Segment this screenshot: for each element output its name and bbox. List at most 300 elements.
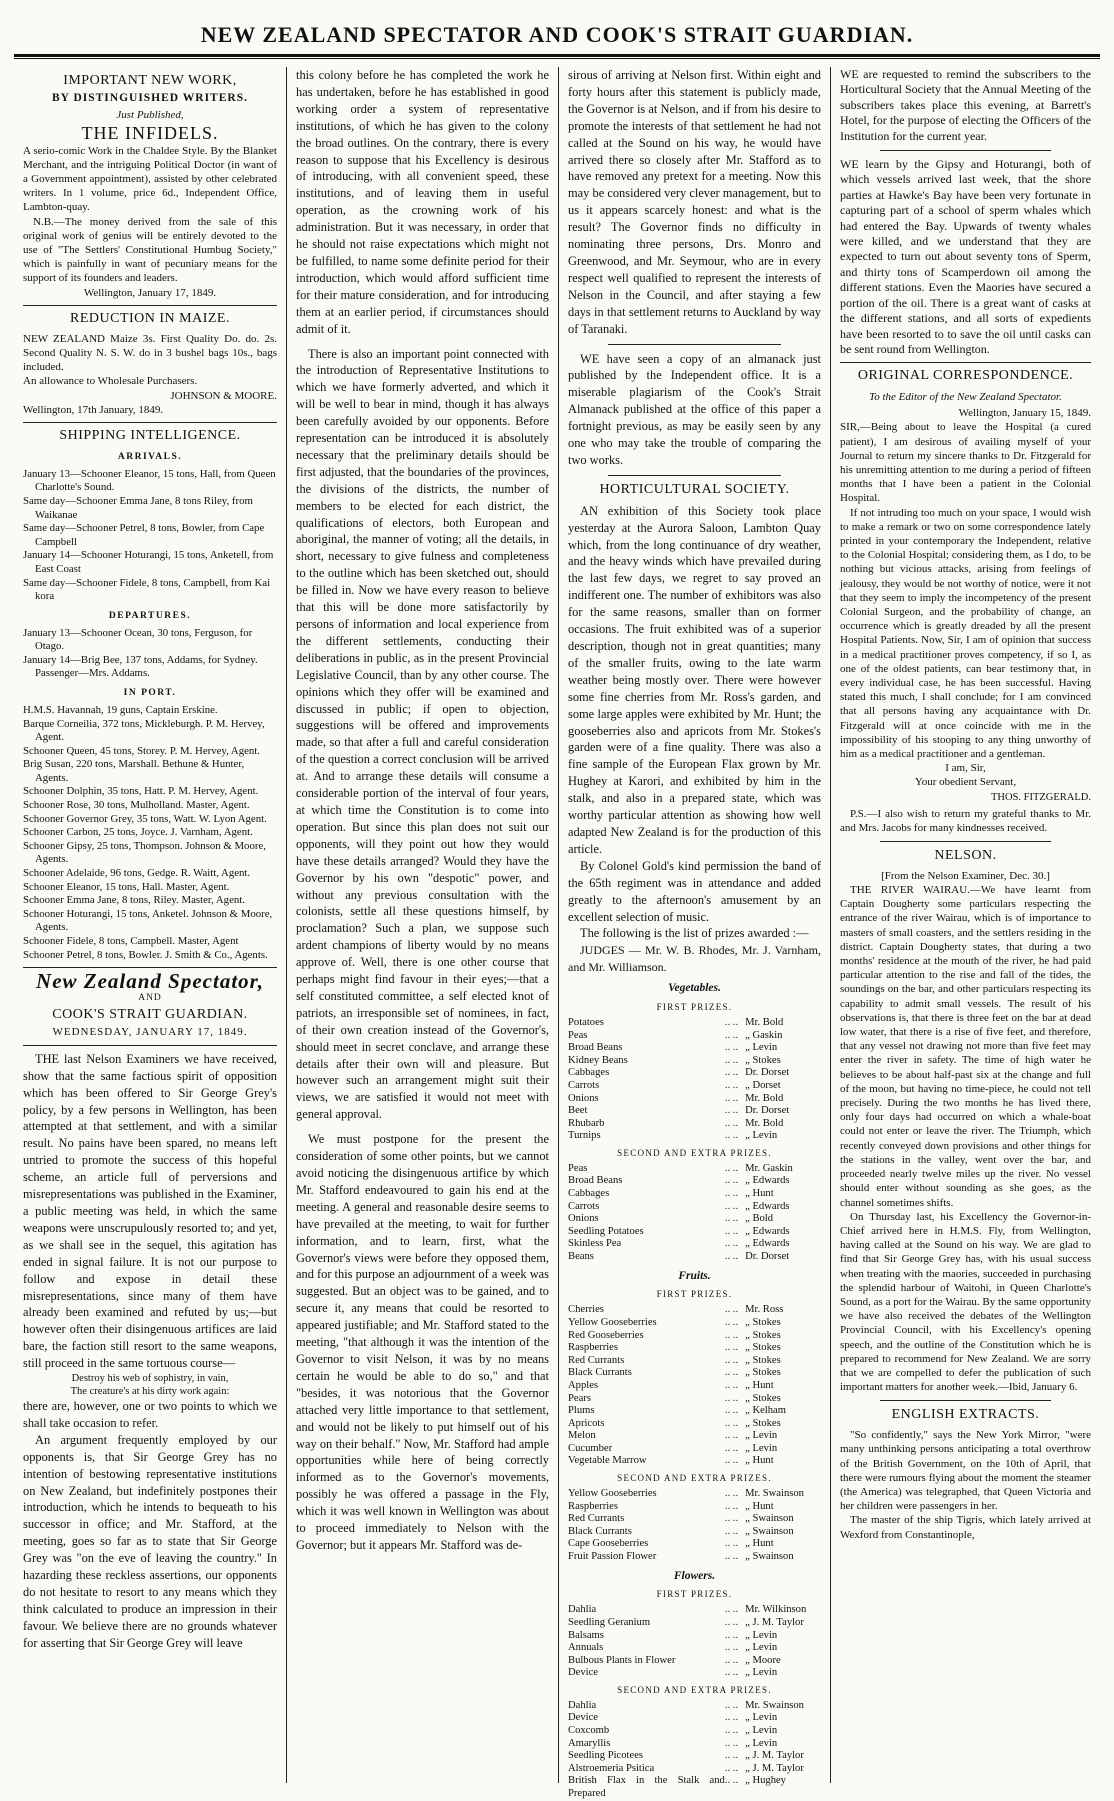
prize-winner: „ Levin — [745, 1667, 778, 1679]
leader-dots: .. .. — [724, 1392, 739, 1404]
correspondence-heading: ORIGINAL CORRESPONDENCE. — [857, 368, 1074, 384]
departures-label: DEPARTURES. — [108, 610, 192, 621]
leader-dots: .. .. — [724, 1442, 739, 1454]
horticultural-heading: HORTICULTURAL SOCIETY. — [599, 481, 790, 497]
first-prizes-label: FIRST PRIZES. — [656, 1289, 733, 1300]
prize-row — [568, 1017, 821, 1030]
prize-item: Onions — [568, 1092, 599, 1104]
prize-row — [568, 1380, 821, 1393]
prize-item: Apricots — [568, 1417, 605, 1429]
leader-dots: .. .. — [724, 1487, 739, 1499]
correspondence-signature: THOS. FITZGERALD. — [990, 791, 1091, 803]
divider — [608, 344, 781, 345]
prize-row — [568, 1642, 821, 1655]
nameplate-and: AND — [138, 993, 162, 1004]
list-item: Schooner Eleanor, 15 tons, Hall. Master, Agent. — [23, 880, 230, 893]
prize-row — [568, 1213, 821, 1226]
leader-dots: .. .. — [724, 1500, 739, 1512]
prize-item: Device — [568, 1712, 598, 1724]
prize-row — [568, 1501, 821, 1514]
leader-dots: .. .. — [724, 1775, 739, 1787]
list-item: Schooner Carbon, 25 tons, Joyce. J. Varnham, Agent. — [23, 826, 253, 839]
prize-item: Potatoes — [568, 1016, 604, 1028]
prize-winner: „ Levin — [745, 1725, 778, 1736]
prize-row — [568, 1763, 821, 1776]
correspondence-dateline: Wellington, January 15, 1849. — [958, 407, 1091, 420]
prize-row — [568, 1067, 821, 1080]
prize-row — [568, 1030, 821, 1043]
prize-winner: „ Stokes — [745, 1367, 781, 1379]
notice-paragraph: WE are requested to remind the subscribers to the Horticultural Society that the Annual Meeting of the subscribers takes place this evening, at Barrett's Hotel, for the purpose of electing the Officers of the Institution for the current year. — [840, 67, 1091, 143]
shipping-heading: SHIPPING INTELLIGENCE. — [59, 427, 241, 443]
prize-winner: „ Levin — [745, 1629, 778, 1641]
prize-winner: „ Stokes — [745, 1329, 781, 1341]
prize-item: Cabbages — [568, 1067, 610, 1079]
prize-item: Melon — [568, 1430, 596, 1442]
prize-winner: „ Edwards — [745, 1225, 790, 1237]
prize-winner: „ Stokes — [745, 1392, 781, 1404]
prize-winner: „ Stokes — [745, 1054, 781, 1066]
nelson-paragraph: THE RIVER WAIRAU.—We have learnt from Captain Dougherty some particulars respecting the entrance of the river Wairau, which is of importance to masters of small coasters, and the settlers residing in the district. Captain Dougherty states, that during a two months' residence at the mouth of the river, he had paid particular attention to the rise and fall of the tides, the soundings on the bar, and other particulars respecting its capability to admit small vessels. The result of his observations is, that there is three feet on the bar at dead low water, that there is a rise of five feet, and therefore, that any vessel not drawing not more than five feet may enter the river in safety. The time of high water he believes to be about half-past six at the change and full of the moon, but having no time-piece, he could not tell precisely. During the two months he has lived there, only four days had occurred on which a whale-boat could not enter or leave the river. The Triumph, which recently conveyed down provisions and other things for the stations in the valley, went over the bar, and proceeded nearly twelve miles up the river. No vessel should enter without sounding as she goes, as the channel sometimes shifts. — [840, 884, 1091, 1209]
leader-dots: .. .. — [724, 1354, 739, 1366]
ad-maize-body: NEW ZEALAND Maize 3s. First Quality Do. do. 2s. Second Quality N. S. W. do in 3 bushel bags 10s., bags included. — [23, 332, 277, 374]
prize-row — [568, 1093, 821, 1106]
second-prizes-label: SECOND AND EXTRA PRIZES. — [617, 1147, 772, 1158]
prize-winner: „ Levin — [745, 1430, 778, 1442]
leader-dots: .. .. — [724, 1604, 739, 1616]
prize-winner: „ Levin — [745, 1642, 778, 1654]
divider — [880, 1400, 1051, 1401]
prize-winner: „ J. M. Taylor — [745, 1750, 804, 1762]
arrivals-label: ARRIVALS. — [117, 451, 183, 462]
column-1 — [14, 67, 286, 1783]
leader-dots: .. .. — [724, 1699, 739, 1711]
leader-dots: .. .. — [724, 1213, 739, 1225]
prize-item: Raspberries — [568, 1500, 619, 1512]
editorial-paragraph: there are, however, one or two points to which we shall take occasion to refer. — [23, 1399, 277, 1430]
leader-dots: .. .. — [724, 1054, 739, 1066]
leader-dots: .. .. — [724, 1737, 739, 1749]
list-item: Same day—Schooner Fidele, 8 tons, Campbell, from Kai kora — [23, 576, 271, 603]
list-item: January 14—Brig Bee, 137 tons, Addams, for Sydney. Passenger—Mrs. Addams. — [23, 653, 258, 680]
prize-item: Fruit Passion Flower — [568, 1550, 657, 1562]
prize-winner: Mr. Swainson — [745, 1699, 804, 1711]
divider — [23, 1045, 277, 1046]
horticultural-paragraph: AN exhibition of this Society took place yesterday at the Aurora Saloon, Lambton Quay which, from the long continuance of dry weather, and the heavy winds which have prevailed during the last few days, we regret to say proved an indifferent one. The number of exhibitors was also for the same reasons, smaller than on former occasions. The fruit exhibited was of a superior description, though not in great quantities; many of the smaller fruits, owing to the late warm weather being mostly over. There were however some fine cherries from Mr. Ross's garden, and some large apples were exhibited by Mr. Hunt; the gooseberries also and apricots from Mr. Stokes's garden were of a fine quality. There was also a fine sample of the European Flax grown by Mr. Hughey at Karori, and exhibited by him in the stalk, and also in a prepared state, which was worthy particular attention as showing how well adapted New Zealand is for the production of this article. — [568, 503, 821, 856]
ad-infidels-date: Wellington, January 17, 1849. — [83, 286, 217, 299]
editorial-paragraph: An argument frequently employed by our opponents is, that Sir George Grey has no intention of bestowing representative institutions on New Zealand, but indefinitely postpones their introduction, which he intends to bequeath to his successor in office; and Mr. Stafford, at the meeting, goes so far as to state that Sir George Grey was "on the eve of leaving the country." In hazarding these reckless assertions, our opponents do not hesitate to resort to any means which they think calculated to produce an impression in their favour. We believe there are no grounds whatever for asserting that Sir George Grey will leave — [23, 1432, 277, 1650]
prize-item: Pears — [568, 1392, 591, 1404]
leader-dots: .. .. — [724, 1513, 739, 1525]
prize-item: Cucumber — [568, 1442, 613, 1454]
leader-dots: .. .. — [724, 1016, 739, 1028]
nameplate-guardian: COOK'S STRAIT GUARDIAN. — [52, 1007, 248, 1023]
prize-row — [568, 1700, 821, 1713]
leader-dots: .. .. — [724, 1405, 739, 1417]
list-item: January 13—Schooner Ocean, 30 tons, Ferguson, for Otago. — [23, 626, 253, 653]
prize-row — [568, 1118, 821, 1131]
leader-dots: .. .. — [724, 1238, 739, 1250]
list-item: Same day—Schooner Petrel, 8 tons, Bowler, from Cape Campbell — [23, 522, 265, 548]
prize-winner: „ Hunt — [745, 1187, 774, 1199]
prize-winner: Mr. Ross — [745, 1304, 784, 1316]
divider — [23, 967, 277, 968]
prize-item: Onions — [568, 1213, 599, 1225]
prize-winner: Mr. Bold — [745, 1092, 784, 1104]
list-item: Schooner Fidele, 8 tons, Campbell. Master, Agent — [23, 935, 239, 948]
list-item: Schooner Hoturangi, 15 tons, Anketel. Johnson & Moore, Agents. — [23, 907, 273, 934]
prize-winner: „ Levin — [745, 1442, 778, 1454]
prize-winner: „ Hunt — [745, 1379, 774, 1391]
prize-row — [568, 1725, 821, 1738]
second-prizes-label: SECOND AND EXTRA PRIZES. — [617, 1473, 772, 1484]
ad-maize-signature: JOHNSON & MOORE. — [170, 389, 277, 402]
prize-row — [568, 1667, 821, 1680]
prize-winner: „ Gaskin — [745, 1029, 783, 1041]
correspondence-address: To the Editor of the New Zealand Spectator. — [869, 391, 1062, 404]
leader-dots: .. .. — [724, 1162, 739, 1174]
prize-winner: Mr. Swainson — [745, 1487, 804, 1499]
prize-winner: „ Levin — [745, 1737, 778, 1749]
leader-dots: .. .. — [724, 1629, 739, 1641]
prize-item: Black Currants — [568, 1525, 632, 1537]
prize-item: Device — [568, 1667, 598, 1679]
prize-item: Dahlia — [568, 1604, 597, 1616]
leader-dots: .. .. — [724, 1067, 739, 1079]
prize-winner: „ Edwards — [745, 1175, 790, 1187]
leader-dots: .. .. — [724, 1654, 739, 1666]
prize-winner: „ Levin — [745, 1042, 778, 1054]
nelson-paragraph: On Thursday last, his Excellency the Governor-in-Chief arrived here in H.M.S. Fly, from Wellington, having called at the Sound on his way. We are glad to find that Sir George Grey has, with his usual success when treating with the maories, succeeded in purchasing the splendid harbour of Waitohi, in Queen Charlotte's Sound, as a port for the Wairau. By the same opportunity we have also received the debates of the Wellington Provincial Council, with his Excellency's opening speech, and the outline of the Constitution which he is prepared to recommend for New Zealand. We are sorry that we are compelled to defer the publication of such important matters for another week.—Ibid, January 6. — [840, 1210, 1091, 1394]
prize-row — [568, 1175, 821, 1188]
prize-winner: Dr. Dorset — [745, 1105, 790, 1117]
prize-item: Balsams — [568, 1629, 604, 1641]
prize-winner: „ J. M. Taylor — [745, 1762, 804, 1774]
prize-row — [568, 1538, 821, 1551]
list-item: Same day—Schooner Emma Jane, 8 tons Riley, from Waikanae — [23, 494, 253, 521]
prize-item: Carrots — [568, 1079, 600, 1091]
leader-dots: .. .. — [724, 1079, 739, 1091]
prize-row — [568, 1055, 821, 1068]
prize-winner: Mr. Wilkinson — [745, 1604, 807, 1616]
prize-item: Red Currants — [568, 1513, 625, 1525]
prize-table — [568, 1488, 821, 1564]
nelson-heading: NELSON. — [934, 847, 997, 863]
prize-row — [568, 1251, 821, 1264]
prize-item: Coxcomb — [568, 1725, 610, 1736]
prize-row — [568, 1080, 821, 1093]
masthead: NEW ZEALAND SPECTATOR AND COOK'S STRAIT GUARDIAN. — [200, 22, 914, 47]
leader-dots: .. .. — [724, 1525, 739, 1537]
leader-dots: .. .. — [724, 1342, 739, 1354]
prize-item: Kidney Beans — [568, 1054, 628, 1066]
verse-line: Destroy his web of sophistry, in vain, — [71, 1373, 229, 1385]
prize-winner: „ Swainson — [745, 1550, 794, 1562]
prize-table — [568, 1017, 821, 1143]
list-item: Brig Susan, 220 tons, Marshall. Bethune & Hunter, Agents. — [23, 758, 245, 784]
prize-row — [568, 1526, 821, 1539]
divider — [608, 475, 781, 476]
prize-row — [568, 1226, 821, 1239]
correspondence-paragraph: If not intruding too much on your space, I would wish to make a remark or two on some correspondence lately printed in your contemporary the Independent, relative to the Colonial Hospital; considering them, as I do, to be nothing but vicious attacks, arising from feelings of jealousy, they would be not worthy of notice, were it not that they seem to imply the incompetency of the present Colonial Surgeon, and the probability of change, an occurrence which is greatly dreaded by all the present Hospital Patients. Now, Sir, I am of opinion that success in a medical practitioner proves competency, if so I, as one of the oldest patients, can bear testimony that, in every individual case, he has been successful. Having stated this much, I shall conclude; for I am convinced that all persons having any acquaintance with Dr. Fitzgerald will at once coincide with me in the impossibility of his stooping to any thing unworthy of him as a medical practitioner and a gentleman. — [840, 506, 1091, 760]
prize-row — [568, 1355, 821, 1368]
prize-row — [568, 1367, 821, 1380]
prize-row — [568, 1188, 821, 1201]
flowers-label: Flowers. — [673, 1569, 716, 1582]
correspondence-close: I am, Sir, — [945, 762, 986, 775]
prize-winner: „ J. M. Taylor — [745, 1616, 804, 1628]
prize-row — [568, 1163, 821, 1176]
prize-item: Yellow Gooseberries — [568, 1487, 657, 1499]
prize-winner: „ Hunt — [745, 1538, 774, 1550]
prize-winner: „ Kelham — [745, 1405, 786, 1417]
prize-winner: Dr. Dorset — [745, 1250, 790, 1262]
list-item: January 13—Schooner Eleanor, 15 tons, Hall, from Queen Charlotte's Sound. — [23, 467, 276, 494]
prize-item: Cape Gooseberries — [568, 1538, 649, 1550]
prize-item: Red Gooseberries — [568, 1329, 644, 1341]
prize-winner: Mr. Gaskin — [745, 1162, 793, 1174]
leader-dots: .. .. — [724, 1762, 739, 1774]
prize-winner: „ Stokes — [745, 1342, 781, 1354]
prize-winner: „ Moore — [745, 1654, 781, 1666]
prize-row — [568, 1130, 821, 1143]
prize-winner: „ Swainson — [745, 1525, 794, 1537]
fruits-label: Fruits. — [678, 1269, 711, 1282]
prize-table — [568, 1304, 821, 1468]
list-item: Schooner Petrel, 8 tons, Bowler. J. Smith & Co., Agents. — [23, 948, 268, 961]
editorial-paragraph: There is also an important point connected with the introduction of Representative Institutions to which we have formerly adverted, and which it will be well to bear in mind, though it has always been carefully avoided by our opponents. Before representation can be introduced it is absolutely necessary that the preliminary details should be first adjusted, that the boundaries of the provinces, the divisions of the districts, the number of members to be elected for each district, the qualifications of electors, both European and aboriginal, the manner of voting; all the details, in short, necessary to give fulness and completeness to the outline which has been sketched out, should be filled in. Now we have every reason to believe that this will be done more satisfactorily by persons of information and local experience from the different settlements, conducting their deliberations in public, as in the present Provincial Legislative Council, than by any other course. The opinions which they offer will be examined and discussed in public; if open to objection, suggestions will be offered and improvements made, so that after a full and careful consideration of the question a correct conclusion will be arrived at. And to arrange these details will consume a considerable portion of the interval of four years, at which time the Constitution is to come into operation. But since this plan does not suit our opponents, will they point out how they would have these details arranged? Would they have the Governor by his own "despotic" power, and without any previous consultation with the colonists, settle all these questions himself, by proclamation? Such a plan, we suppose such ardent champions of liberty would by no means approve of. Well, there is one other course that perhaps might find favour in their eyes;—that a self constituted committee, a self elected knot of patriots, an irresponsible set of nominees, in fact, of their own creation instead of the Governor's, should meet in secret conclave, and arrange these details after their own will and pleasure. But however such an arrangement might suit their views, we are satisfied it would not meet with general approval. — [296, 346, 549, 1122]
prize-item: Vegetable Marrow — [568, 1455, 647, 1467]
correspondence-postscript: P.S.—I also wish to return my grateful thanks to Mr. and Mrs. Jacobs for many kindnesses received. — [840, 807, 1091, 834]
prize-item: Skinless Pea — [568, 1238, 622, 1250]
leader-dots: .. .. — [724, 1712, 739, 1724]
judges-line: JUDGES — Mr. W. B. Rhodes, Mr. J. Varnham, and Mr. Williamson. — [568, 943, 821, 975]
columns — [14, 67, 1100, 1799]
prize-winner: „ Dorset — [745, 1079, 781, 1091]
prize-winner: Mr. Bold — [745, 1117, 784, 1129]
prize-row — [568, 1738, 821, 1751]
list-item: Barque Corneilia, 372 tons, Mickleburgh. P. M. Hervey, Agent. — [23, 717, 265, 744]
prize-winner: „ Hunt — [745, 1455, 774, 1467]
arrivals-list — [23, 468, 277, 604]
prize-item: Bulbous Plants in Flower — [568, 1654, 676, 1666]
leader-dots: .. .. — [724, 1029, 739, 1041]
leader-dots: .. .. — [724, 1616, 739, 1628]
prize-row — [568, 1105, 821, 1118]
prize-row — [568, 1418, 821, 1431]
ad-infidels-byline: BY DISTINGUISHED WRITERS. — [52, 91, 248, 104]
extracts-heading: ENGLISH EXTRACTS. — [891, 1407, 1040, 1423]
leader-dots: .. .. — [724, 1538, 739, 1550]
leader-dots: .. .. — [724, 1725, 739, 1736]
prize-item: Cabbages — [568, 1187, 610, 1199]
prize-row — [568, 1238, 821, 1251]
leader-dots: .. .. — [724, 1750, 739, 1762]
prize-item: Raspberries — [568, 1342, 619, 1354]
prize-item: Peas — [568, 1162, 588, 1174]
editorial-paragraph: this colony before he has completed the work he has undertaken, before he has established in good working order a system of representative institutions, of which he has given to the colony the broad outlines. On the contrary, there is every reason to suppose that his Excellency is desirous of introducing, with all convenient speed, these institutions, and of leaving them in useful operation, as the crowning work of his administration. But it was necessary, in order that he should not raise expectations which might not be fulfilled, to name some definite period for their introduction, which would afford sufficient time for their mature consideration, and for introducing them at an earlier period, if circumstances should admit of it. — [296, 68, 549, 336]
departures-list — [23, 627, 277, 681]
prize-winner: „ Edwards — [745, 1200, 790, 1212]
prize-winner: „ Stokes — [745, 1316, 781, 1328]
prize-table — [568, 1163, 821, 1264]
correspondence-paragraph: SIR,—Being about to leave the Hospital (a cured patient), I am desirous of availing myself of your Journal to return my sincere thanks to Dr. Fitzgerald for his unremitting attention to me during a period of fifteen months that I have been a patient in the Colonial Hospital. — [840, 421, 1091, 505]
prize-row — [568, 1750, 821, 1763]
prize-item: Turnips — [568, 1130, 601, 1142]
ad-maize-allowance: An allowance to Wholesale Purchasers. — [23, 375, 198, 388]
leader-dots: .. .. — [724, 1225, 739, 1237]
nelson-source: [From the Nelson Examiner, Dec. 30.] — [881, 869, 1050, 882]
prize-winner: „ Hughey — [745, 1775, 786, 1787]
leader-dots: .. .. — [724, 1200, 739, 1212]
prize-item: Beet — [568, 1105, 588, 1117]
editorial-paragraph: THE last Nelson Examiners we have received, show that the same factious spirit of opposition which has been offered to Sir George Grey's policy, by a few persons in Wellington, has been attempted at that settlement, and with a similar result. No pains have been spared, no means left untried to promote the success of this hopeful scheme, an article full of perversions and misrepresentations was published in the Examiner, a public meeting was held, in which the same weapons were unscrupulously resorted to; and yet, as we shall see in the sequel, this agitation has ended in signal failure. It is not our purpose to follow and expose in detail these misrepresentations, since many of them have already been examined and refuted by us;—but however often their disingenuous artifices are laid bare, the faction still resort to the same weapons, still proceed in the same tortuous course— — [23, 1051, 277, 1371]
second-prizes-label: SECOND AND EXTRA PRIZES. — [617, 1684, 772, 1695]
prize-winner: „ Edwards — [745, 1238, 790, 1250]
prize-item: Annuals — [568, 1642, 604, 1654]
horticultural-paragraph: By Colonel Gold's kind permission the band of the 65th regiment was in attendance and added greatly to the afternoon's amusement by an excellent selection of music. — [568, 858, 821, 924]
prize-row — [568, 1617, 821, 1630]
leader-dots: .. .. — [724, 1105, 739, 1117]
list-item: January 14—Schooner Hoturangi, 15 tons, Anketell, from East Coast — [23, 549, 274, 575]
leader-dots: .. .. — [724, 1367, 739, 1379]
column-4 — [830, 67, 1100, 1783]
prize-row — [568, 1330, 821, 1343]
prize-row — [568, 1304, 821, 1317]
prize-item: Carrots — [568, 1200, 600, 1212]
leader-dots: .. .. — [724, 1117, 739, 1129]
prize-table — [568, 1700, 821, 1801]
leader-dots: .. .. — [724, 1667, 739, 1679]
leader-dots: .. .. — [724, 1304, 739, 1316]
ad-maize-heading: REDUCTION IN MAIZE. — [70, 310, 230, 326]
divider — [840, 362, 1091, 363]
nameplate-title: New Zealand Spectator, — [36, 969, 264, 994]
first-prizes-label: FIRST PRIZES. — [656, 1002, 733, 1013]
prize-winner: „ Hunt — [745, 1500, 774, 1512]
ad-infidels-heading: IMPORTANT NEW WORK, — [63, 73, 237, 88]
ad-infidels-body: A serio-comic Work in the Chaldee Style. By the Blanket Merchant, and the intriguing Political Doctor (in want of a Government appointment), assisted by other celebrated writers. In 1 volume, price 6d., Independent Office, Lambton-quay. — [23, 144, 277, 214]
leader-dots: .. .. — [724, 1187, 739, 1199]
prize-item: Seedling Picotees — [568, 1750, 644, 1762]
correspondence-close: Your obedient Servant, — [914, 776, 1017, 789]
leader-dots: .. .. — [724, 1316, 739, 1328]
in-port-label: IN PORT. — [123, 688, 177, 699]
ad-infidels-title: THE INFIDELS. — [81, 122, 219, 143]
prize-table — [568, 1604, 821, 1680]
leader-dots: .. .. — [724, 1092, 739, 1104]
prize-winner: „ Swainson — [745, 1513, 794, 1525]
prize-winner: „ Levin — [745, 1130, 778, 1142]
leader-dots: .. .. — [724, 1042, 739, 1054]
prize-item: Rhubarb — [568, 1117, 605, 1129]
list-item: Schooner Governor Grey, 35 tons, Watt. W. Lyon Agent. — [23, 812, 267, 825]
leader-dots: .. .. — [724, 1417, 739, 1429]
leader-dots: .. .. — [724, 1130, 739, 1142]
prize-winner: „ Levin — [745, 1712, 778, 1724]
prize-winner: „ Stokes — [745, 1417, 781, 1429]
leader-dots: .. .. — [724, 1379, 739, 1391]
prize-row — [568, 1342, 821, 1355]
prize-item: Seedling Geranium — [568, 1616, 651, 1628]
divider — [880, 841, 1051, 842]
verse-line: The creature's at his dirty work again: — [70, 1386, 230, 1398]
prize-row — [568, 1630, 821, 1643]
nameplate-date: WEDNESDAY, JANUARY 17, 1849. — [52, 1025, 248, 1038]
vegetables-label: Vegetables. — [668, 982, 721, 995]
prize-item: Plums — [568, 1405, 595, 1417]
prize-item: Peas — [568, 1029, 588, 1041]
list-item: Schooner Rose, 30 tons, Mulholland. Master, Agent. — [23, 799, 250, 812]
leader-dots: .. .. — [724, 1430, 739, 1442]
prize-item: Red Currants — [568, 1354, 625, 1366]
prize-item: Beans — [568, 1250, 594, 1262]
leader-dots: .. .. — [724, 1175, 739, 1187]
prize-row — [568, 1551, 821, 1564]
prize-item: Amaryllis — [568, 1737, 611, 1749]
whales-paragraph: WE learn by the Gipsy and Hoturangi, both of which vessels arrived last week, that the shore parties at Hawke's Bay have been very fortunate in capturing part of a school of sperm whales which had entered the Bay. Upwards of twenty whales were killed, and we understand that they are expected to turn out about seventy tons of Sperm, and thirty tons of Scamperdown oil among the different stations. Even the Maories have secured a portion of the oil. There is a great want of casks at the different stations, and all sorts of expedients have been resorted to to save the oil until casks can be sent round from Wellington. — [840, 157, 1091, 356]
almanack-paragraph: WE have seen a copy of an almanack just published by the Independent office. It is a miserable plagiarism of the Cook's Strait Almanack published at the office of this paper a fortnight previous, as may be easily seen by any one who may take the trouble of comparing the two works. — [568, 351, 821, 467]
editorial-paragraph: We must postpone for the present the consideration of some other points, but we cannot avoid noticing the disingenuous artifice by which Mr. Stafford endeavoured to gain his end at the meeting. A general and reasonable desire seems to have prevailed at the meeting, to wait for further information, and to learn, first, what the Governor's views were before they opposed them, and for this purpose an adjournment of a week was suggested. But an object was to be gained, and to secure it, any means that could be resorted to appeared justifiable; and Mr. Stafford stated to the meeting, "that although it was the intention of the Governor to visit Nelson, it was by no means certain he would be able to do so," and that "besides, it was notorious that the Governor attached very little importance to that settlement, and would not be likely to put himself out of his way on their behalf." Now, Mr. Stafford had ample opportunities while here of being correctly informed as to the Governor's movements, possibly he was offered a passage in the Fly, which it was well known in Wellington was about to proceed immediately to Nelson with the Governor; but it appears Mr. Stafford was de- — [296, 1132, 549, 1552]
divider — [23, 305, 277, 306]
in-port-list — [23, 704, 277, 962]
prize-row — [568, 1455, 821, 1468]
prize-row — [568, 1317, 821, 1330]
divider — [23, 422, 277, 423]
prize-row — [568, 1604, 821, 1617]
prize-winner: „ Bold — [745, 1213, 774, 1225]
list-item: Schooner Emma Jane, 8 tons, Riley. Master, Agent. — [23, 894, 245, 907]
horticultural-paragraph: The following is the list of prizes awarded :— — [580, 926, 809, 941]
prize-item: Yellow Gooseberries — [568, 1316, 657, 1328]
list-item: H.M.S. Havannah, 19 guns, Captain Erskine. — [23, 703, 218, 716]
prize-item: Apples — [568, 1379, 599, 1391]
prize-row — [568, 1042, 821, 1055]
prize-item: Cherries — [568, 1304, 604, 1316]
ad-maize-date: Wellington, 17th January, 1849. — [23, 403, 164, 416]
prize-item: Seedling Potatoes — [568, 1225, 644, 1237]
divider — [880, 150, 1051, 151]
leader-dots: .. .. — [724, 1550, 739, 1562]
prize-row — [568, 1488, 821, 1501]
masthead-rule — [14, 54, 1100, 59]
list-item: Schooner Adelaide, 96 tons, Gedge. R. Waitt, Agent. — [23, 867, 251, 880]
list-item: Schooner Dolphin, 35 tons, Hatt. P. M. Hervey, Agent. — [23, 785, 259, 798]
prize-item: Dahlia — [568, 1699, 597, 1711]
prize-item: Black Currants — [568, 1367, 632, 1379]
prize-winner: „ Stokes — [745, 1354, 781, 1366]
prize-row — [568, 1443, 821, 1456]
leader-dots: .. .. — [724, 1642, 739, 1654]
prize-row — [568, 1201, 821, 1214]
column-3 — [558, 67, 830, 1799]
extracts-paragraph: The master of the ship Tigris, which lately arrived at Wexford from Constantinople, — [840, 1514, 1091, 1541]
prize-row — [568, 1513, 821, 1526]
prize-item: Broad Beans — [568, 1175, 623, 1187]
ad-infidels-note: N.B.—The money derived from the sale of this original work of genius will be entirely devoted to the use of "The Settlers' Constitutional Humbug Society," which is painfully in want of pecuniary means for the support of its founders and leaders. — [23, 215, 277, 285]
prize-row — [568, 1430, 821, 1443]
leader-dots: .. .. — [724, 1329, 739, 1341]
prize-item: Broad Beans — [568, 1042, 623, 1054]
leader-dots: .. .. — [724, 1455, 739, 1467]
prize-row — [568, 1655, 821, 1668]
prize-item: British Flax in the Stalk and Prepared — [568, 1775, 725, 1799]
prize-row — [568, 1712, 821, 1725]
ad-infidels-published: Just Published, — [116, 108, 184, 121]
column-2 — [286, 67, 558, 1783]
first-prizes-label: FIRST PRIZES. — [656, 1589, 733, 1600]
extracts-paragraph: "So confidently," says the New York Mirror, "were many unthinking persons anticipating a total overthrow of the British Government, on the 10th of April, that there were rumours flying about the moment the steamer (the America) was telegraphed, that Queen Victoria and her children were passengers in her. — [840, 1429, 1091, 1513]
